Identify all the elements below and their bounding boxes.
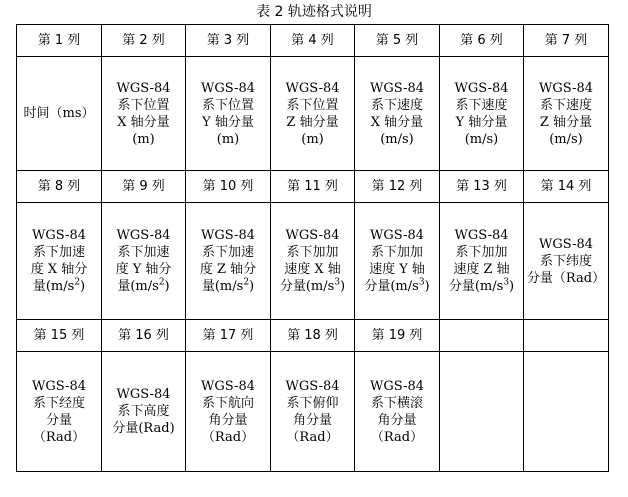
column-header: 第 17 列 bbox=[186, 320, 271, 352]
table-cell: 时间（ms） bbox=[17, 57, 102, 171]
table-cell bbox=[355, 203, 440, 320]
table-cell: WGS-84 系下位置 Z 轴分量 (m) bbox=[271, 57, 355, 171]
cell-text: WGS-84 系下加加 速度 Y 轴 分量(m/s bbox=[364, 228, 425, 294]
table-cell bbox=[440, 203, 524, 320]
table-cell: WGS-84 系下高度 分量(Rad) bbox=[102, 352, 186, 472]
column-header: 第 2 列 bbox=[102, 25, 186, 57]
cell-text-tail: ) bbox=[509, 279, 515, 294]
content-row bbox=[17, 203, 609, 320]
column-header: 第 19 列 bbox=[355, 320, 440, 352]
cell-text: WGS-84 系下加速 度 Z 轴分 量(m/s bbox=[199, 228, 257, 294]
table-cell bbox=[102, 203, 186, 320]
cell-text: WGS-84 系下加加 速度 X 轴 分量(m/s bbox=[279, 228, 341, 294]
column-header bbox=[524, 320, 609, 352]
table-caption: 表 2 轨迹格式说明 bbox=[256, 4, 372, 20]
cell-text-tail: ) bbox=[80, 279, 86, 294]
table-cell: WGS-84 系下俯仰 角分量 （Rad） bbox=[271, 352, 355, 472]
table-cell: WGS-84 系下位置 X 轴分量 (m) bbox=[102, 57, 186, 171]
column-header: 第 13 列 bbox=[440, 171, 524, 203]
unit-exponent: 2 bbox=[158, 277, 165, 288]
table-cell: WGS-84 系下航向 角分量 （Rad） bbox=[186, 352, 271, 472]
column-header: 第 14 列 bbox=[524, 171, 609, 203]
unit-exponent: 3 bbox=[418, 277, 425, 288]
cell-text-tail: ) bbox=[424, 279, 430, 294]
table-cell bbox=[186, 203, 271, 320]
header-row bbox=[17, 320, 609, 352]
column-header: 第 3 列 bbox=[186, 25, 271, 57]
table-cell bbox=[17, 203, 102, 320]
cell-text-tail: ) bbox=[249, 279, 255, 294]
content-row bbox=[17, 57, 609, 171]
cell-text: WGS-84 系下加加 速度 Z 轴 分量(m/s bbox=[448, 228, 510, 294]
column-header: 第 1 列 bbox=[17, 25, 102, 57]
column-header: 第 15 列 bbox=[17, 320, 102, 352]
table-cell bbox=[271, 203, 355, 320]
cell-text: WGS-84 系下加速 度 X 轴分 量(m/s bbox=[30, 228, 88, 294]
column-header: 第 5 列 bbox=[355, 25, 440, 57]
column-header: 第 12 列 bbox=[355, 171, 440, 203]
column-header: 第 9 列 bbox=[102, 171, 186, 203]
column-header: 第 6 列 bbox=[440, 25, 524, 57]
unit-exponent: 2 bbox=[243, 277, 250, 288]
table-cell: WGS-84 系下位置 Y 轴分量 (m) bbox=[186, 57, 271, 171]
table-cell bbox=[440, 352, 524, 472]
table-cell: WGS-84 系下速度 X 轴分量 (m/s) bbox=[355, 57, 440, 171]
table-cell: WGS-84 系下速度 Z 轴分量 (m/s) bbox=[524, 57, 609, 171]
cell-text-tail: ) bbox=[164, 279, 170, 294]
column-header: 第 4 列 bbox=[271, 25, 355, 57]
cell-text: WGS-84 系下纬度 分量（Rad） bbox=[526, 236, 606, 286]
cell-text-tail: ) bbox=[340, 279, 346, 294]
table-cell: WGS-84 系下横滚 角分量 （Rad） bbox=[355, 352, 440, 472]
trace-format-table bbox=[16, 24, 609, 472]
unit-exponent: 2 bbox=[74, 277, 81, 288]
column-header: 第 7 列 bbox=[524, 25, 609, 57]
column-header: 第 10 列 bbox=[186, 171, 271, 203]
header-row bbox=[17, 171, 609, 203]
table-cell bbox=[524, 203, 609, 320]
table-cell: WGS-84 系下速度 Y 轴分量 (m/s) bbox=[440, 57, 524, 171]
cell-text: WGS-84 系下加速 度 Y 轴分 量(m/s bbox=[115, 228, 172, 294]
table-cell: WGS-84 系下经度 分量 （Rad） bbox=[17, 352, 102, 472]
column-header bbox=[440, 320, 524, 352]
unit-exponent: 3 bbox=[334, 277, 341, 288]
column-header: 第 11 列 bbox=[271, 171, 355, 203]
column-header: 第 16 列 bbox=[102, 320, 186, 352]
unit-exponent: 3 bbox=[503, 277, 510, 288]
column-header: 第 18 列 bbox=[271, 320, 355, 352]
column-header: 第 8 列 bbox=[17, 171, 102, 203]
header-row bbox=[17, 25, 609, 57]
content-row bbox=[17, 352, 609, 472]
table-cell bbox=[524, 352, 609, 472]
